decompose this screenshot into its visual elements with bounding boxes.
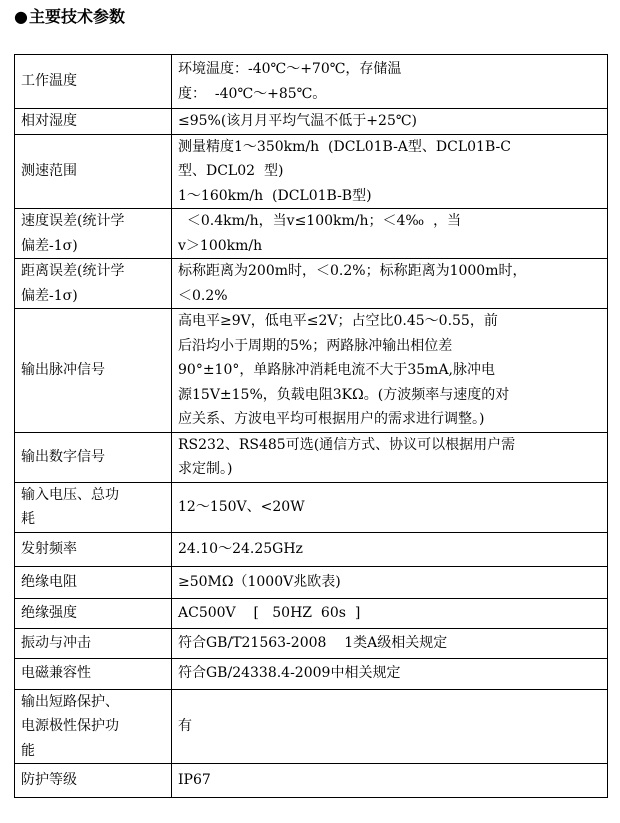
spec-value xyxy=(172,55,608,109)
spec-row xyxy=(15,134,608,209)
spec-value-line: 标称距离为200m时，＜0.2%；标称距离为1000m时， xyxy=(178,263,527,279)
spec-row xyxy=(15,628,608,658)
spec-value-line: 源15V±15%，负载电阻3KΩ。(方波频率与速度的对 xyxy=(178,386,510,403)
spec-table xyxy=(14,54,608,798)
spec-value-line: AC500V [ 50HZ 60s ] xyxy=(178,604,361,621)
spec-label-line: 工作温度 xyxy=(21,73,77,90)
spec-label xyxy=(15,209,172,259)
spec-row xyxy=(15,432,608,482)
spec-label-line: 偏差-1σ) xyxy=(21,237,78,254)
spec-row xyxy=(15,566,608,598)
spec-value-line: 测量精度1～350km/h (DCL01B-A型、DCL01B-C xyxy=(178,138,511,155)
spec-label-line: 绝缘电阻 xyxy=(21,573,77,590)
spec-label xyxy=(15,432,172,482)
spec-value-line: 符合GB/24338.4-2009中相关规定 xyxy=(178,665,401,682)
spec-row xyxy=(15,598,608,628)
spec-row xyxy=(15,658,608,689)
spec-row xyxy=(15,482,608,532)
spec-label-line: 输出脉冲信号 xyxy=(21,362,105,378)
spec-value-line: 符合GB/T21563-2008 1类A级相关规定 xyxy=(178,634,448,651)
spec-value xyxy=(172,259,608,309)
spec-value xyxy=(172,482,608,532)
spec-value xyxy=(172,628,608,658)
spec-label xyxy=(15,309,172,433)
spec-label-line: 速度误差(统计学 xyxy=(21,213,125,229)
spec-row xyxy=(15,209,608,259)
spec-value-line: 环境温度：-40℃～+70℃，存储温 xyxy=(178,61,402,77)
spec-value-line: 后沿均小于周期的5%；两路脉冲输出相位差 xyxy=(178,337,453,354)
spec-label xyxy=(15,532,172,566)
spec-label xyxy=(15,134,172,209)
spec-label xyxy=(15,658,172,689)
spec-label-line: 电磁兼容性 xyxy=(21,665,91,682)
spec-value xyxy=(172,598,608,628)
spec-label-line: 电源极性保护功 xyxy=(21,718,119,734)
spec-row xyxy=(15,55,608,109)
spec-value xyxy=(172,209,608,259)
spec-label-line: 偏差-1σ) xyxy=(21,287,78,304)
spec-label xyxy=(15,566,172,598)
spec-label-line: 相对湿度 xyxy=(21,113,77,129)
spec-label-line: 发射频率 xyxy=(21,540,77,557)
spec-value xyxy=(172,134,608,209)
spec-row xyxy=(15,532,608,566)
spec-row xyxy=(15,109,608,135)
spec-label xyxy=(15,764,172,798)
spec-value-line: 1～160km/h (DCL01B-B型) xyxy=(178,187,372,204)
spec-label xyxy=(15,598,172,628)
section-heading xyxy=(14,6,125,28)
section-title: 主要技术参数 xyxy=(28,7,125,26)
spec-value-line: RS232、RS485可选(通信方式、协议可以根据用户需 xyxy=(178,436,516,453)
spec-value-line: ≤95%(该月月平均气温不低于+25℃) xyxy=(178,113,417,129)
spec-row xyxy=(15,689,608,764)
spec-label xyxy=(15,689,172,764)
spec-label xyxy=(15,109,172,135)
spec-label-line: 绝缘强度 xyxy=(21,604,77,621)
spec-label-line: 振动与冲击 xyxy=(21,634,91,651)
spec-label xyxy=(15,55,172,109)
spec-value-line: 型、DCL02 型) xyxy=(178,163,284,179)
spec-label xyxy=(15,628,172,658)
spec-value-line: v＞100km/h xyxy=(178,237,263,254)
spec-value-line: 24.10～24.25GHz xyxy=(178,540,303,557)
spec-value-line: 有 xyxy=(178,718,192,734)
spec-label-line: 输入电压、总功 xyxy=(21,486,119,503)
spec-value-line: 90°±10°，单路脉冲消耗电流不大于35mA,脉冲电 xyxy=(178,362,496,378)
bullet-icon: ● xyxy=(14,7,28,26)
spec-value-line: 高电平≥9V，低电平≤2V；占空比0.45～0.55，前 xyxy=(178,313,498,329)
spec-label-line: 输出数字信号 xyxy=(21,448,105,465)
spec-value-line: 度： -40℃～+85℃。 xyxy=(178,85,327,102)
spec-label-line: 能 xyxy=(21,742,35,759)
spec-label-line: 距离误差(统计学 xyxy=(21,263,125,279)
spec-value xyxy=(172,658,608,689)
spec-value-line: 应关系、方波电平均可根据用户的需求进行调整。) xyxy=(178,411,485,427)
spec-value-line: ＜0.2% xyxy=(178,287,228,304)
spec-value-line: ＜0.4km/h，当v≤100km/h；＜4‰ ，当 xyxy=(178,213,462,229)
spec-value xyxy=(172,109,608,135)
spec-value xyxy=(172,764,608,798)
spec-label-line: 耗 xyxy=(21,511,35,527)
spec-row xyxy=(15,764,608,798)
spec-value-line: 求定制。) xyxy=(178,461,233,477)
spec-row xyxy=(15,309,608,433)
spec-label-line: 防护等级 xyxy=(21,772,77,789)
spec-label xyxy=(15,482,172,532)
spec-value xyxy=(172,689,608,764)
spec-value xyxy=(172,566,608,598)
spec-value xyxy=(172,432,608,482)
spec-row xyxy=(15,259,608,309)
spec-value xyxy=(172,532,608,566)
spec-value-line: 12～150V、<20W xyxy=(178,498,305,515)
spec-value-line: ≥50MΩ（1000V兆欧表) xyxy=(178,573,341,590)
spec-value xyxy=(172,309,608,433)
spec-label-line: 测速范围 xyxy=(21,163,77,179)
spec-label xyxy=(15,259,172,309)
spec-value-line: IP67 xyxy=(178,772,211,789)
spec-label-line: 输出短路保护、 xyxy=(21,693,119,710)
